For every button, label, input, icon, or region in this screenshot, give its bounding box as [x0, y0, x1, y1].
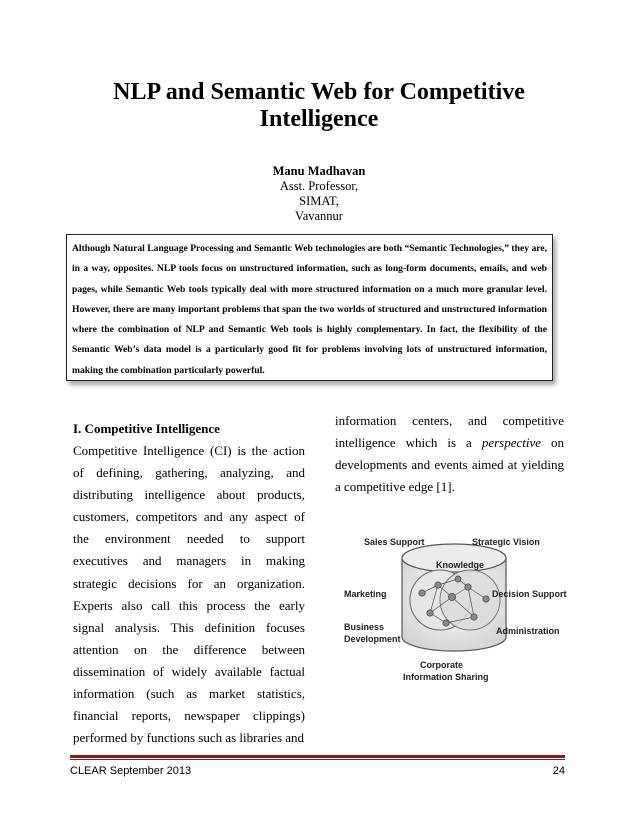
author-name: Manu Madhavan	[272, 164, 366, 178]
label-knowledge: Knowledge	[436, 560, 485, 570]
label-corporate: Corporate	[420, 660, 464, 670]
abstract-box	[66, 234, 553, 381]
footer-rule-thin	[70, 759, 565, 760]
section-paragraph: Competitive Intelligence (CI) is the action of defining, gathering, analyzing, and distributing intelligence about products, customers, competitors and any aspect of the environment needed to support executives and managers in making strategic decisions for an organization. Experts also call this process the early signal analysis. This definition focuses attention on the difference between dissemination of widely available factual information (such as market statistics, financial reports, newspaper clippings) performed by functions such as libraries and	[73, 443, 305, 746]
label-development: Development	[344, 634, 401, 644]
label-business: Business	[344, 622, 385, 632]
footer-rule	[70, 755, 565, 758]
continued-text-pre: information centers, and competitive intelligence which is a	[335, 413, 564, 451]
author-block	[200, 164, 438, 224]
author-location: Vavannur	[295, 209, 343, 223]
author-institution: SIMAT,	[299, 194, 339, 208]
continued-text-emphasis: perspective	[481, 435, 542, 451]
right-column	[335, 410, 564, 498]
paper-title: NLP and Semantic Web for Competitive Intelligence	[113, 79, 525, 132]
label-marketing: Marketing	[344, 589, 387, 599]
label-administration: Administration	[496, 626, 560, 636]
continued-text-post: on developments and events aimed at yielding a competitive edge [1].	[335, 435, 565, 495]
author-position: Asst. Professor,	[279, 179, 359, 193]
label-decision-support: Decision Support	[492, 589, 567, 599]
section-heading: I. Competitive Intelligence	[73, 421, 220, 436]
label-information-sharing: Information Sharing	[403, 672, 489, 682]
footer-journal: CLEAR September 2013	[70, 765, 192, 777]
section-paragraph-continued	[335, 410, 564, 498]
abstract-text: Although Natural Language Processing and Semantic Web technologies are both “Semantic Technologies,” they are, in a way, opposites. NLP tools focus on unstructured information, such as long-form documents, emails, and web pages, while Semantic Web tools typically deal with more structured information on a much more granular level. However, there are many important problems that span the two worlds of structured and unstructured information where the combination of NLP and Semantic Web tools is highly complementary. In fact, the flexibility of the Semantic Web’s data model is a particularly good fit for problems involving lots of unstructured information, making the combination particularly powerful.	[72, 243, 547, 376]
page-number: 24	[552, 765, 565, 777]
left-column	[73, 418, 305, 749]
label-sales-support: Sales Support	[364, 537, 425, 547]
ci-figure	[340, 525, 568, 690]
label-strategic-vision: Strategic Vision	[472, 537, 540, 547]
